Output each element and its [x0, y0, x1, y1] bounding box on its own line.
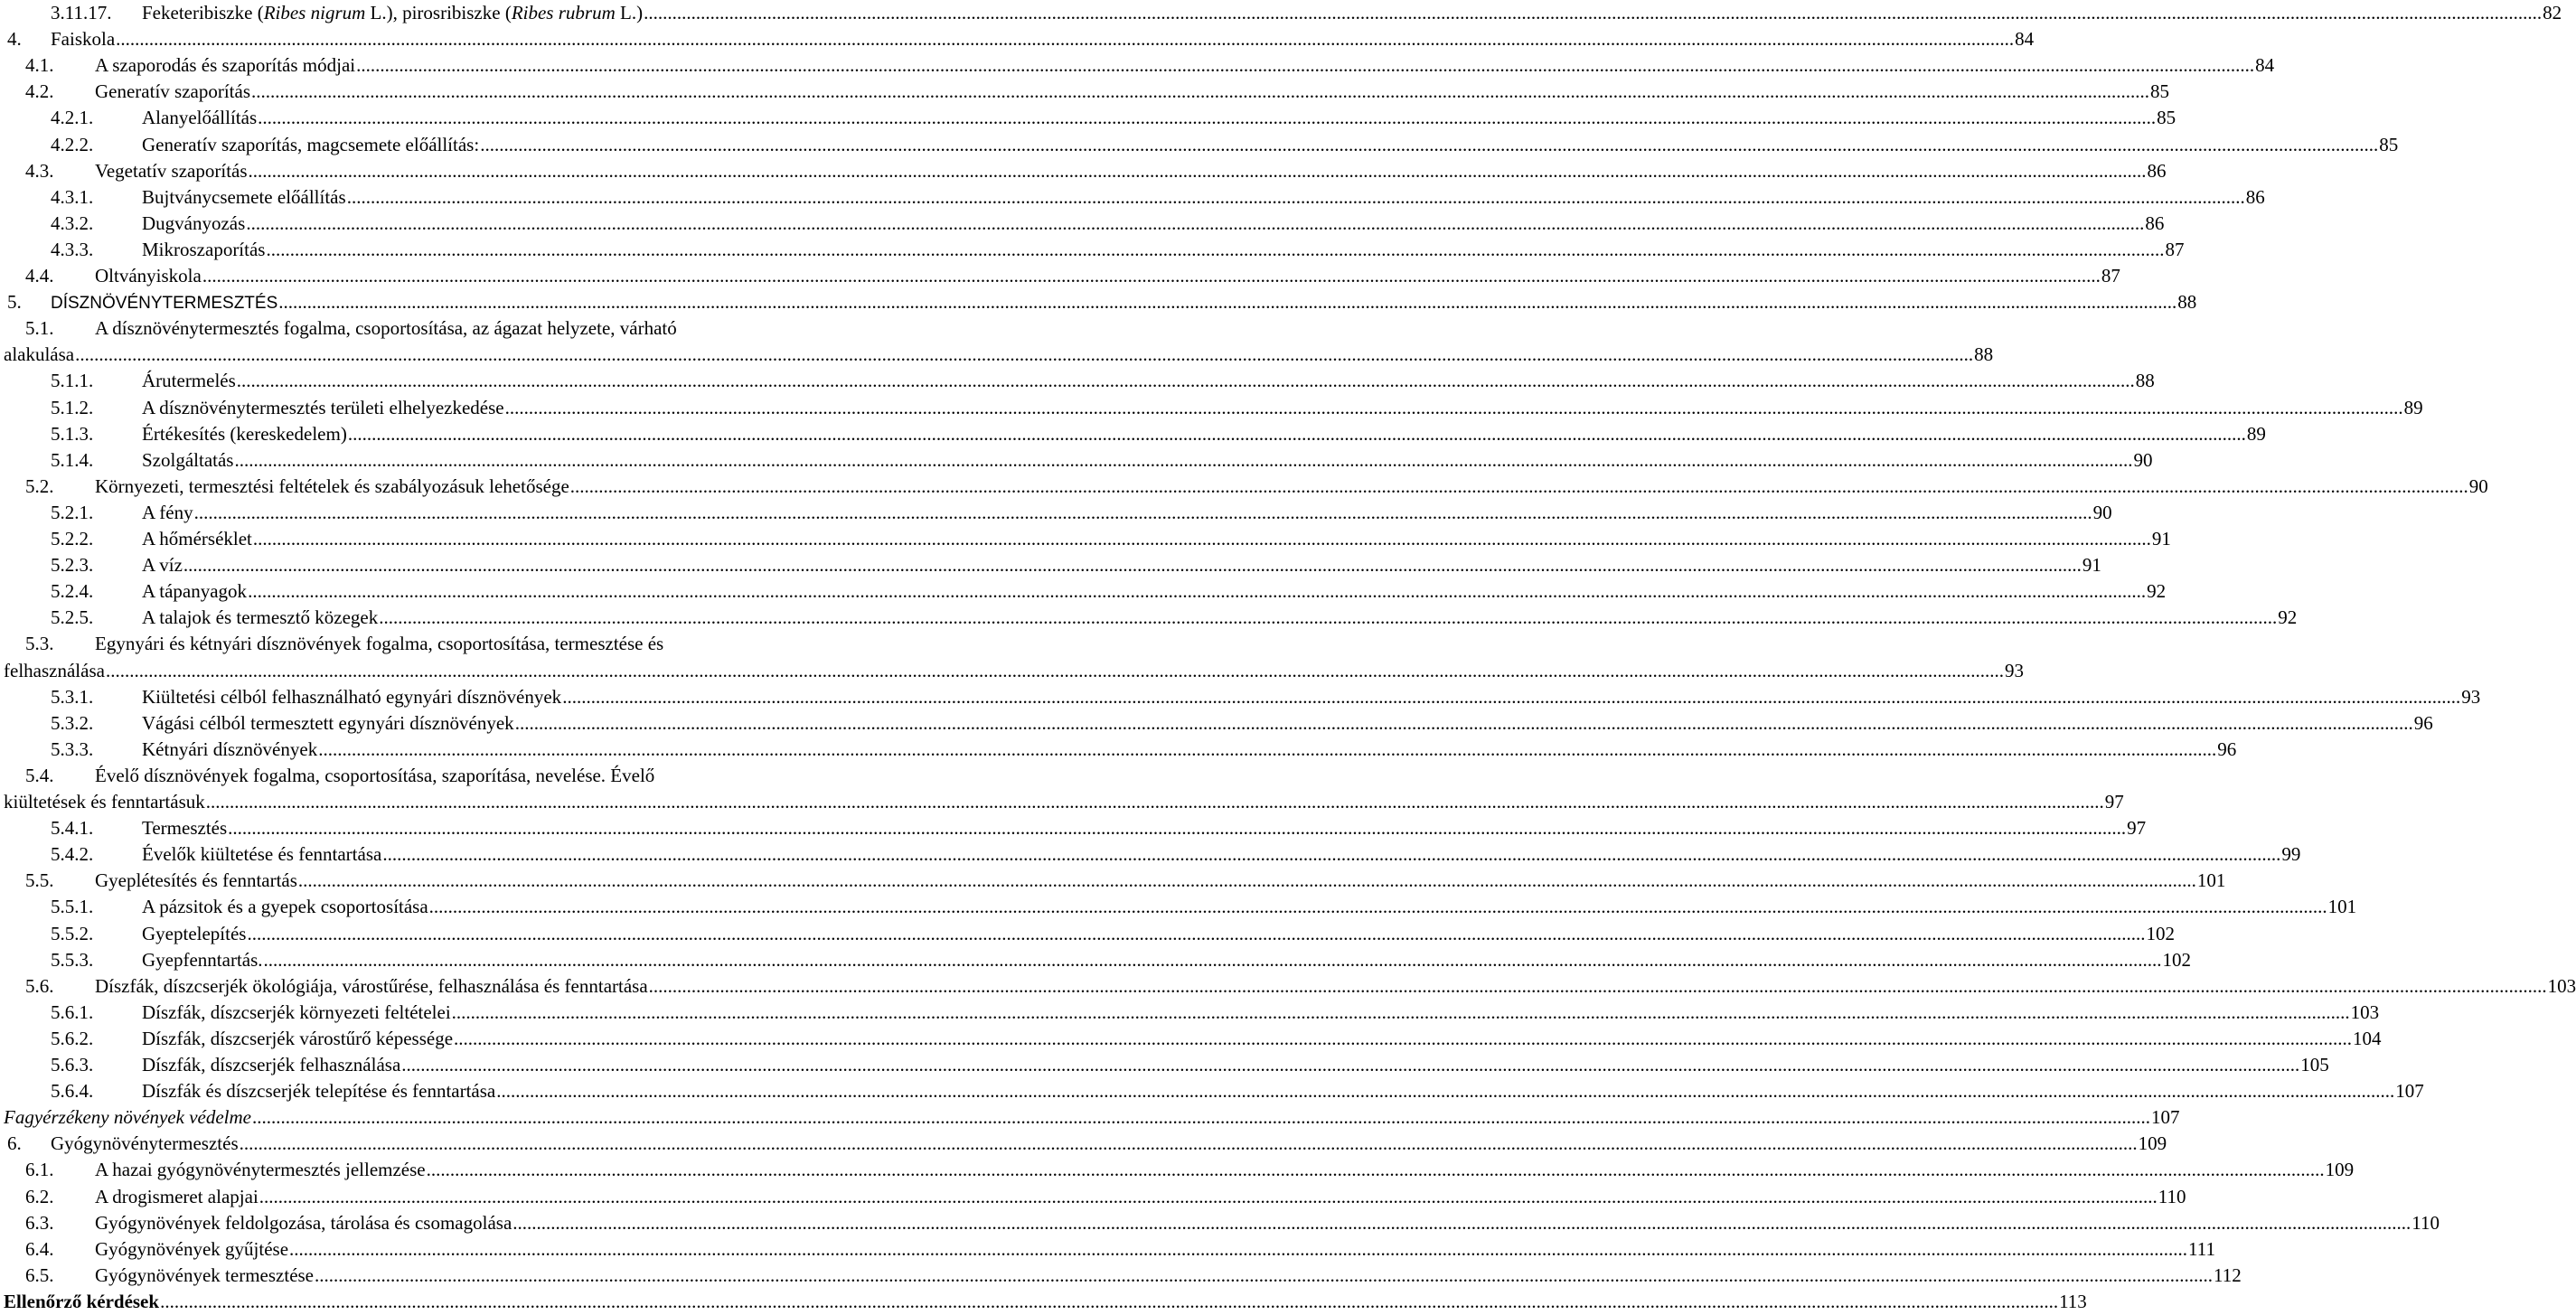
toc-leader-dots: ................................................................................................................................................................................................................................................................................................................................................................................................................	[401, 1054, 2300, 1075]
toc-entry[interactable]	[0, 263, 2120, 289]
toc-entry-number: 5.5.2.	[51, 922, 94, 944]
toc-title-segment: Alanyelőállítás	[142, 107, 258, 129]
toc-entry[interactable]	[0, 1052, 2329, 1078]
toc-entry-number: 5.6.4.	[51, 1080, 94, 1103]
toc-entry[interactable]	[0, 1026, 2382, 1052]
toc-entry-page: 97	[2104, 791, 2124, 812]
toc-leader-dots: ................................................................................................................................................................................................................................................................................................................................................................................................................	[105, 659, 2004, 681]
toc-title-segment: Generatív szaporítás	[95, 80, 251, 103]
toc-entry-title	[142, 526, 252, 552]
toc-entry[interactable]	[0, 1210, 2440, 1236]
toc-entry-number: 5.2.2.	[51, 528, 94, 549]
toc-title-segment: Feketeribiszke (	[142, 2, 264, 23]
toc-title-segment: A dísznövénytermesztés területi elhelyezkedése	[142, 396, 504, 418]
toc-title-segment: Környezeti, termesztési feltételek és szabályozásuk lehetősége	[95, 474, 569, 497]
toc-entry-title	[95, 1236, 288, 1263]
toc-title-segment: Gyógynövények gyűjtése	[95, 1237, 289, 1260]
toc-entry-number: 6.1.	[25, 1159, 54, 1181]
toc-entry-number: 5.3.1.	[51, 685, 94, 708]
toc-entry-number: 5.2.5.	[51, 606, 94, 629]
toc-entry-title	[142, 105, 257, 131]
toc-entry-page: 91	[2151, 528, 2171, 549]
toc-title-segment: Gyógynövények feldolgozása, tárolása és csomagolása	[95, 1211, 512, 1234]
toc-entry[interactable]	[0, 0, 2562, 26]
toc-entry-title	[95, 631, 663, 657]
toc-entry-page: 87	[2101, 265, 2120, 286]
toc-entry-number: 5.3.2.	[51, 711, 94, 734]
toc-entry-page: 102	[2146, 922, 2175, 944]
toc-title-segment: Kétnyári dísznövények	[142, 737, 318, 760]
toc-entry-title	[142, 578, 247, 605]
toc-leader-dots: ................................................................................................................................................................................................................................................................................................................................................................................................................	[75, 343, 1974, 366]
toc-leader-dots: ................................................................................................................................................................................................................................................................................................................................................................................................................	[234, 448, 2133, 471]
toc-title-segment: Generatív szaporítás, magcsemete előállítás:	[142, 133, 480, 155]
toc-title-segment: Díszfák és díszcserjék telepítése és fenntartása	[142, 1080, 496, 1103]
toc-entry-page: 96	[2217, 737, 2237, 760]
toc-entry-number: 6.3.	[25, 1211, 54, 1234]
toc-title-segment: Termesztés	[142, 817, 228, 840]
toc-entry-page: 91	[2082, 554, 2101, 577]
toc-leader-dots: ................................................................................................................................................................................................................................................................................................................................................................................................................	[228, 817, 2127, 840]
toc-leader-dots: ................................................................................................................................................................................................................................................................................................................................................................................................................	[247, 922, 2146, 944]
toc-title-segment: Ellenőrző kérdések	[4, 1290, 160, 1312]
toc-title-segment: A szaporodás és szaporítás módjai	[95, 54, 356, 77]
toc-entry-page: 86	[2245, 185, 2265, 208]
toc-entry[interactable]	[0, 395, 2423, 421]
toc-leader-dots: ................................................................................................................................................................................................................................................................................................................................................................................................................	[160, 1290, 2059, 1312]
toc-leader-dots: ................................................................................................................................................................................................................................................................................................................................................................................................................	[193, 501, 2092, 523]
toc-entry-page: 85	[2150, 80, 2170, 103]
toc-entry[interactable]	[0, 79, 2170, 105]
toc-leader-dots: ................................................................................................................................................................................................................................................................................................................................................................................................................	[514, 711, 2413, 734]
toc-leader-dots: ................................................................................................................................................................................................................................................................................................................................................................................................................	[251, 1106, 2150, 1129]
toc-leader-dots: ................................................................................................................................................................................................................................................................................................................................................................................................................	[346, 185, 2245, 208]
toc-entry[interactable]	[0, 921, 2175, 947]
toc-entry-number: 5.6.3.	[51, 1054, 94, 1075]
toc-title-segment: Értékesítés (kereskedelem)	[142, 422, 347, 445]
toc-entry[interactable]	[0, 1263, 2242, 1289]
toc-entry[interactable]	[0, 315, 868, 342]
toc-entry[interactable]	[0, 105, 2176, 131]
toc-entry-title	[51, 26, 115, 52]
toc-entry-title-continued: felhasználása	[4, 659, 105, 681]
toc-entry[interactable]	[0, 447, 2153, 474]
toc-entry-title	[95, 1210, 512, 1236]
toc-leader-dots: ................................................................................................................................................................................................................................................................................................................................................................................................................	[297, 869, 2196, 892]
toc-title-segment: Mikroszaporítás	[142, 238, 266, 260]
toc-title-segment: Díszfák, díszcserjék várostűrő képessége	[142, 1027, 454, 1049]
toc-leader-dots: ................................................................................................................................................................................................................................................................................................................................................................................................................	[278, 291, 2177, 314]
toc-entry-page: 101	[2196, 869, 2226, 892]
toc-entry-title	[142, 841, 381, 868]
toc-entry-number: 4.3.1.	[51, 185, 94, 208]
toc-entry-number: 5.4.2.	[51, 843, 94, 866]
toc-entry-page: 90	[2468, 474, 2488, 497]
toc-entry-number: 5.	[7, 291, 22, 314]
toc-entry[interactable]	[0, 947, 2192, 973]
toc-entry-title	[142, 184, 346, 211]
toc-entry-title	[142, 1026, 453, 1052]
toc-title-segment: Oltványiskola	[95, 265, 202, 286]
toc-entry-title	[142, 500, 193, 526]
toc-leader-dots: ................................................................................................................................................................................................................................................................................................................................................................................................................	[251, 80, 2150, 103]
toc-title-segment: Kiültetési célból felhasználható egynyári dísznövények	[142, 685, 562, 708]
toc-leader-dots: ................................................................................................................................................................................................................................................................................................................................................................................................................	[116, 28, 2015, 51]
toc-entry-number: 4.1.	[25, 54, 54, 77]
toc-entry[interactable]	[0, 815, 2147, 841]
toc-leader-dots: ................................................................................................................................................................................................................................................................................................................................................................................................................	[252, 528, 2151, 549]
toc-entry-number: 5.1.2.	[51, 396, 94, 418]
toc-entry[interactable]	[0, 211, 2165, 237]
toc-leader-dots: ................................................................................................................................................................................................................................................................................................................................................................................................................	[259, 1185, 2158, 1207]
toc-entry-title	[142, 1078, 495, 1104]
toc-title-segment: A víz	[142, 554, 183, 577]
toc-entry[interactable]	[0, 973, 2576, 1000]
toc-title-segment: Faiskola	[51, 28, 116, 51]
toc-entry-title	[95, 868, 297, 894]
toc-entry-page: 109	[2325, 1159, 2355, 1181]
toc-entry-title	[95, 763, 654, 789]
toc-entry-continuation[interactable]	[0, 342, 1994, 368]
toc-entry[interactable]	[0, 841, 2301, 868]
toc-entry[interactable]	[0, 1104, 2180, 1131]
toc-entry[interactable]	[0, 894, 2357, 920]
toc-entry-number: 5.1.4.	[51, 448, 94, 471]
toc-leader-dots: ................................................................................................................................................................................................................................................................................................................................................................................................................	[504, 396, 2403, 418]
toc-entry-page: 101	[2327, 896, 2357, 918]
toc-entry-page: 93	[2461, 685, 2481, 708]
toc-entry[interactable]	[0, 289, 2197, 315]
toc-title-segment: A tápanyagok	[142, 580, 248, 603]
toc-entry-title	[142, 947, 263, 973]
toc-leader-dots: ................................................................................................................................................................................................................................................................................................................................................................................................................	[426, 1159, 2325, 1181]
toc-leader-dots: ................................................................................................................................................................................................................................................................................................................................................................................................................	[246, 211, 2145, 234]
toc-entry-number: 5.2.1.	[51, 501, 94, 523]
toc-entry-title-continued: alakulása	[4, 343, 75, 366]
toc-entry-number: 3.11.17.	[51, 2, 112, 23]
toc-title-segment: A dísznövénytermesztés fogalma, csoportosítása, az ágazat helyzete, várható	[95, 317, 677, 340]
toc-entry-number: 5.6.1.	[51, 1000, 94, 1023]
toc-title-segment: Díszfák, díszcserjék felhasználása	[142, 1054, 401, 1075]
toc-entry-number: 4.3.	[25, 159, 54, 182]
toc-entry-number: 4.3.3.	[51, 238, 94, 260]
toc-entry-title	[4, 1104, 251, 1131]
toc-title-segment: Bujtványcsemete előállítás	[142, 185, 346, 208]
toc-entry-page: 104	[2353, 1027, 2382, 1049]
toc-entry-number: 5.4.	[25, 764, 54, 786]
toc-leader-dots: ................................................................................................................................................................................................................................................................................................................................................................................................................	[648, 974, 2547, 997]
toc-entry-continuation[interactable]	[0, 789, 2124, 815]
toc-entry-title	[95, 474, 569, 500]
toc-entry[interactable]	[0, 605, 2298, 631]
toc-title-segment: Árutermelés	[142, 370, 236, 392]
toc-leader-dots: ................................................................................................................................................................................................................................................................................................................................................................................................................	[202, 265, 2101, 286]
toc-entry-page: 85	[2379, 133, 2399, 155]
toc-entry-page: 96	[2413, 711, 2433, 734]
toc-entry-number: 4.3.2.	[51, 211, 94, 234]
toc-entry-title	[95, 52, 355, 79]
toc-leader-dots: ................................................................................................................................................................................................................................................................................................................................................................................................................	[239, 1132, 2138, 1155]
toc-entry[interactable]	[0, 552, 2101, 578]
toc-entry[interactable]	[0, 631, 868, 657]
toc-entry-number: 4.4.	[25, 265, 54, 286]
toc-leader-dots: ................................................................................................................................................................................................................................................................................................................................................................................................................	[258, 107, 2157, 129]
toc-title-segment: A fény	[142, 501, 193, 523]
toc-entry-title	[142, 684, 561, 710]
toc-entry-number: 4.2.1.	[51, 107, 94, 129]
toc-leader-dots: ................................................................................................................................................................................................................................................................................................................................................................................................................	[454, 1027, 2353, 1049]
toc-entry-page: 84	[2255, 54, 2275, 77]
toc-entry-number: 6.2.	[25, 1185, 54, 1207]
toc-entry[interactable]	[0, 26, 2035, 52]
toc-title-segment: DÍSZNÖVÉNYTERMESZTÉS	[51, 294, 278, 314]
toc-title-segment: Ribes rubrum	[511, 2, 616, 23]
toc-title-segment: A pázsitok és a gyepek csoportosítása	[142, 896, 428, 918]
toc-leader-dots: ................................................................................................................................................................................................................................................................................................................................................................................................................	[562, 685, 2461, 708]
toc-title-segment: A hőmérséklet	[142, 528, 252, 549]
toc-entry-page: 86	[2147, 159, 2167, 182]
toc-leader-dots: ................................................................................................................................................................................................................................................................................................................................................................................................................	[356, 54, 2255, 77]
toc-entry-page: 84	[2015, 28, 2035, 51]
toc-entry[interactable]	[0, 737, 2237, 763]
toc-entry-number: 5.3.	[25, 633, 54, 655]
toc-entry-title	[142, 605, 378, 631]
toc-title-segment: L.)	[615, 2, 644, 23]
toc-entry-page: 102	[2162, 948, 2192, 971]
toc-entry[interactable]	[0, 868, 2226, 894]
toc-entry-page: 82	[2543, 2, 2562, 23]
toc-entry[interactable]	[0, 52, 2275, 79]
toc-entry-title	[95, 1184, 259, 1210]
toc-entry-title	[142, 552, 183, 578]
toc-entry-page: 107	[2395, 1080, 2424, 1103]
toc-entry-title	[142, 1052, 400, 1078]
toc-entry-page: 88	[2177, 291, 2197, 314]
toc-entry-title	[142, 1000, 451, 1026]
toc-leader-dots: ................................................................................................................................................................................................................................................................................................................................................................................................................	[428, 896, 2327, 918]
toc-entry[interactable]	[0, 184, 2265, 211]
toc-entry-page: 110	[2411, 1211, 2440, 1234]
toc-entry-title	[51, 289, 277, 316]
toc-entry-page: 103	[2350, 1000, 2380, 1023]
toc-leader-dots: ................................................................................................................................................................................................................................................................................................................................................................................................................	[480, 133, 2379, 155]
toc-title-segment: Dugványozás	[142, 211, 246, 234]
toc-entry-number: 6.4.	[25, 1237, 54, 1260]
toc-entry-continuation[interactable]	[0, 658, 2024, 684]
toc-leader-dots: ................................................................................................................................................................................................................................................................................................................................................................................................................	[382, 843, 2281, 866]
toc-title-segment: Gyeptelepítés	[142, 922, 247, 944]
toc-entry-page: 113	[2059, 1290, 2087, 1312]
toc-entry-page: 110	[2158, 1185, 2186, 1207]
toc-leader-dots: ................................................................................................................................................................................................................................................................................................................................................................................................................	[315, 1263, 2214, 1286]
toc-entry-title	[142, 395, 504, 421]
toc-title-segment: A talajok és termesztő közegek	[142, 606, 379, 629]
toc-entry-number: 5.1.1.	[51, 370, 94, 392]
toc-entry-title	[142, 421, 347, 447]
toc-entry-title	[142, 211, 245, 237]
toc-title-segment: Díszfák, díszcserjék ökológiája, várostűrése, felhasználása és fenntartása	[95, 974, 648, 997]
toc-entry-page: 88	[2135, 370, 2155, 392]
toc-title-segment: Évelők kiültetése és fenntartása	[142, 843, 382, 866]
toc-entry-page: 112	[2214, 1263, 2242, 1286]
toc-entry-number: 4.2.	[25, 80, 54, 103]
toc-entry-title	[142, 737, 317, 763]
toc-entry[interactable]	[0, 237, 2185, 263]
toc-entry-number: 5.1.	[25, 317, 54, 340]
toc-entry-number: 5.5.	[25, 869, 54, 892]
toc-leader-dots: ................................................................................................................................................................................................................................................................................................................................................................................................................	[248, 580, 2147, 603]
toc-title-segment: Fagyérzékeny növények védelme	[4, 1106, 251, 1129]
toc-entry-title	[142, 447, 233, 474]
toc-entry-title	[142, 710, 514, 737]
toc-entry-title	[142, 921, 246, 947]
toc-leader-dots: ................................................................................................................................................................................................................................................................................................................................................................................................................	[569, 474, 2468, 497]
toc-entry-page: 105	[2300, 1054, 2329, 1075]
toc-entry-number: 5.6.2.	[51, 1027, 94, 1049]
toc-entry[interactable]	[0, 1131, 2167, 1157]
toc-leader-dots: ................................................................................................................................................................................................................................................................................................................................................................................................................	[347, 422, 2246, 445]
toc-entry-title	[95, 1263, 314, 1289]
toc-entry-title	[142, 368, 236, 394]
toc-entry-number: 5.2.4.	[51, 580, 94, 603]
toc-entry-title	[95, 973, 648, 1000]
toc-entry-title	[95, 315, 677, 342]
toc-entry-title	[95, 263, 202, 289]
toc-leader-dots: ................................................................................................................................................................................................................................................................................................................................................................................................................	[496, 1080, 2395, 1103]
toc-leader-dots: ................................................................................................................................................................................................................................................................................................................................................................................................................	[644, 2, 2543, 23]
toc-entry-number: 5.6.	[25, 974, 54, 997]
toc-entry-title	[95, 1157, 426, 1183]
toc-title-segment: Ribes nigrum	[263, 2, 366, 23]
toc-entry-title	[142, 237, 265, 263]
toc-entry[interactable]	[0, 763, 868, 789]
toc-title-segment: Szolgáltatás	[142, 448, 234, 471]
toc-title-segment: Gyeplétesítés és fenntartás	[95, 869, 297, 892]
toc-leader-dots: ................................................................................................................................................................................................................................................................................................................................................................................................................	[205, 791, 2104, 812]
toc-entry[interactable]	[0, 1000, 2380, 1026]
toc-entry[interactable]	[0, 500, 2112, 526]
toc-title-segment: Vágási célból termesztett egynyári dísznövények	[142, 711, 514, 734]
toc-entry[interactable]	[0, 421, 2266, 447]
toc-entry[interactable]	[0, 1078, 2424, 1104]
toc-entry[interactable]	[0, 1184, 2186, 1210]
toc-entry-number: 6.5.	[25, 1263, 54, 1286]
toc-entry-page: 92	[2147, 580, 2167, 603]
toc-entry-title	[4, 1289, 159, 1315]
toc-entry-title	[142, 815, 227, 841]
toc-title-segment: Gyepfenntartás.	[142, 948, 263, 971]
toc-entry-number: 5.5.3.	[51, 948, 94, 971]
toc-entry-page: 87	[2165, 238, 2185, 260]
toc-entry[interactable]	[0, 1236, 2215, 1263]
toc-entry-title	[142, 894, 428, 920]
toc-entry-number: 5.2.3.	[51, 554, 94, 577]
toc-leader-dots: ................................................................................................................................................................................................................................................................................................................................................................................................................	[263, 948, 2162, 971]
toc-leader-dots: ................................................................................................................................................................................................................................................................................................................................................................................................................	[183, 554, 2082, 577]
toc-entry[interactable]	[0, 578, 2167, 605]
toc-entry-page: 97	[2127, 817, 2147, 840]
toc-entry-number: 5.2.	[25, 474, 54, 497]
toc-entry-number: 4.	[7, 28, 22, 51]
toc-entry-page: 85	[2157, 107, 2176, 129]
toc-entry-page: 90	[2133, 448, 2153, 471]
toc-leader-dots: ................................................................................................................................................................................................................................................................................................................................................................................................................	[266, 238, 2165, 260]
toc-entry-page: 109	[2138, 1132, 2167, 1155]
toc-leader-dots: ................................................................................................................................................................................................................................................................................................................................................................................................................	[512, 1211, 2411, 1234]
toc-entry-title	[142, 132, 479, 158]
toc-title-segment: Évelő dísznövények fogalma, csoportosítása, szaporítása, nevelése. Évelő	[95, 764, 655, 786]
toc-entry[interactable]	[0, 526, 2171, 552]
toc-entry[interactable]	[0, 368, 2155, 394]
toc-entry-page: 103	[2547, 974, 2576, 997]
toc-entry[interactable]	[0, 684, 2481, 710]
toc-entry-title	[51, 1131, 239, 1157]
toc-entry-page: 86	[2145, 211, 2165, 234]
toc-entry-number: 6.	[7, 1132, 22, 1155]
toc-entry-page: 93	[2004, 659, 2024, 681]
toc-leader-dots: ................................................................................................................................................................................................................................................................................................................................................................................................................	[248, 159, 2147, 182]
toc-entry[interactable]	[0, 710, 2433, 737]
toc-entry-number: 5.5.1.	[51, 896, 94, 918]
toc-entry-number: 5.1.3.	[51, 422, 94, 445]
toc-entry[interactable]	[0, 1157, 2355, 1183]
toc-title-segment: Egynyári és kétnyári dísznövények fogalma, csoportosítása, termesztése és	[95, 633, 664, 655]
toc-entry-page: 92	[2278, 606, 2298, 629]
toc-entry-page: 99	[2281, 843, 2301, 866]
toc-entry[interactable]	[0, 158, 2167, 184]
toc-leader-dots: ................................................................................................................................................................................................................................................................................................................................................................................................................	[318, 737, 2217, 760]
toc-entry-title	[142, 0, 643, 26]
toc-entry[interactable]	[0, 474, 2488, 500]
toc-entry[interactable]	[0, 1289, 2087, 1315]
toc-leader-dots: ................................................................................................................................................................................................................................................................................................................................................................................................................	[289, 1237, 2188, 1260]
toc-entry-number: 5.4.1.	[51, 817, 94, 840]
toc-title-segment: Gyógynövénytermesztés	[51, 1132, 239, 1155]
toc-entry-page: 90	[2092, 501, 2112, 523]
toc-entry-number: 5.3.3.	[51, 737, 94, 760]
toc-title-segment: A hazai gyógynövénytermesztés jellemzése	[95, 1159, 426, 1181]
toc-entry-page: 111	[2188, 1237, 2215, 1260]
toc-entry-page: 89	[2403, 396, 2423, 418]
toc-leader-dots: ................................................................................................................................................................................................................................................................................................................................................................................................................	[451, 1000, 2350, 1023]
toc-leader-dots: ................................................................................................................................................................................................................................................................................................................................................................................................................	[379, 606, 2278, 629]
toc-entry-page: 107	[2150, 1106, 2180, 1129]
toc-title-segment: A drogismeret alapjai	[95, 1185, 259, 1207]
toc-title-segment: Gyógynövények termesztése	[95, 1263, 315, 1286]
toc-entry-title	[95, 158, 248, 184]
toc-leader-dots: ................................................................................................................................................................................................................................................................................................................................................................................................................	[236, 370, 2135, 392]
toc-title-segment: L.), pirosribiszke (	[365, 2, 512, 23]
toc-entry-title	[95, 79, 250, 105]
toc-title-segment: Vegetatív szaporítás	[95, 159, 248, 182]
toc-entry-page: 89	[2246, 422, 2266, 445]
toc-entry-title-continued: kiültetések és fenntartásuk	[4, 791, 205, 812]
toc-entry[interactable]	[0, 132, 2399, 158]
toc-entry-page: 88	[1974, 343, 1994, 366]
toc-entry-number: 4.2.2.	[51, 133, 94, 155]
toc-title-segment: Díszfák, díszcserjék környezeti feltételei	[142, 1000, 451, 1023]
